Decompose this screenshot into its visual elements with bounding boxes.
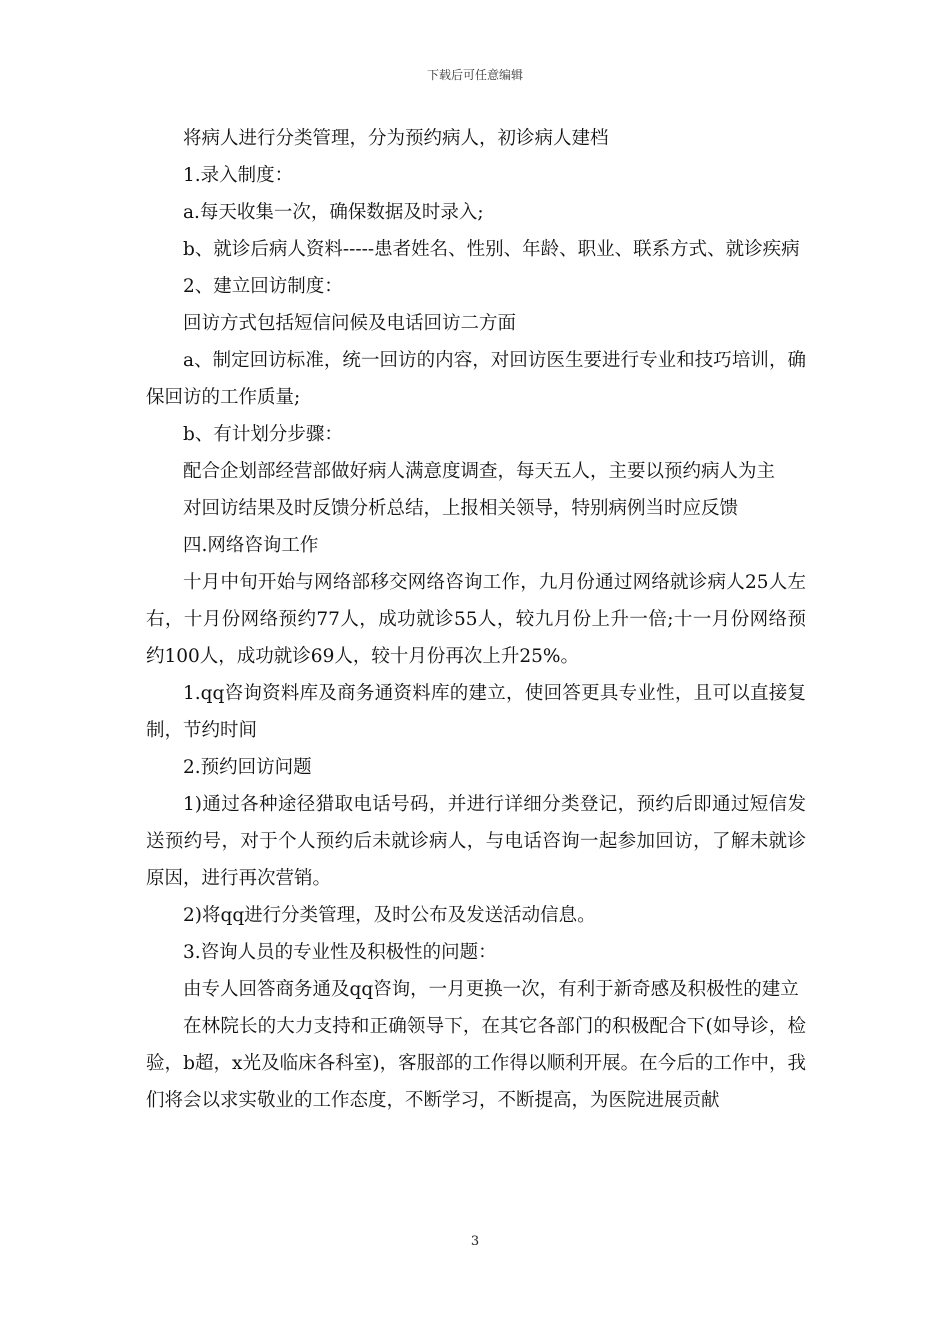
page-header: 下载后可任意编辑 [426,68,523,82]
paragraph: 1.录入制度： [183,165,294,186]
document-body [146,120,806,1119]
paragraph: 回访方式包括短信问候及电话回访二方面 [183,313,517,334]
section-heading: 四.网络咨询工作 [183,535,319,556]
paragraph: 1)通过各种途径猎取电话号码，并进行详细分类登记，预约后即通过短信发送预约号，对于个人预约后未就诊病人，与电话咨询一起参加回访，了解未就诊原因，进行再次营销。 [146,794,806,889]
paragraph: 在林院长的大力支持和正确领导下，在其它各部门的积极配合下(如导诊，检验，b超，x光及临床各科室)，客服部的工作得以顺利开展。在今后的工作中，我们将会以求实敬业的工作态度，不断学习，不断提高，为医院进展贡献 [146,1016,806,1111]
paragraph: b、有计划分步骤： [183,424,343,445]
paragraph: 2.预约回访问题 [183,757,312,778]
page-number: 3 [470,1234,480,1249]
paragraph: 3.咨询人员的专业性及积极性的问题： [183,942,497,963]
paragraph: a、制定回访标准，统一回访的内容，对回访医生要进行专业和技巧培训，确保回访的工作质量; [146,350,806,408]
paragraph: b、就诊后病人资料-----患者姓名、性别、年龄、职业、联系方式、就诊疾病 [183,239,800,260]
paragraph: 1.qq咨询资料库及商务通资料库的建立，使回答更具专业性，且可以直接复制，节约时间 [146,683,806,741]
paragraph: 十月中旬开始与网络部移交网络咨询工作，九月份通过网络就诊病人25人左右，十月份网络预约77人，成功就诊55人，较九月份上升一倍;十一月份网络预约100人，成功就诊69人，较十月份再次上升25%。 [146,572,806,667]
paragraph: 对回访结果及时反馈分析总结，上报相关领导，特别病例当时应反馈 [183,498,739,519]
paragraph: 2、建立回访制度： [183,276,343,297]
paragraph: a.每天收集一次，确保数据及时录入; [183,202,484,223]
paragraph: 将病人进行分类管理，分为预约病人，初诊病人建档 [183,128,609,149]
paragraph: 2)将qq进行分类管理，及时公布及发送活动信息。 [183,905,596,926]
paragraph: 由专人回答商务通及qq咨询，一月更换一次，有利于新奇感及积极性的建立 [183,979,799,1000]
paragraph: 配合企划部经营部做好病人满意度调查，每天五人，主要以预约病人为主 [183,461,776,482]
